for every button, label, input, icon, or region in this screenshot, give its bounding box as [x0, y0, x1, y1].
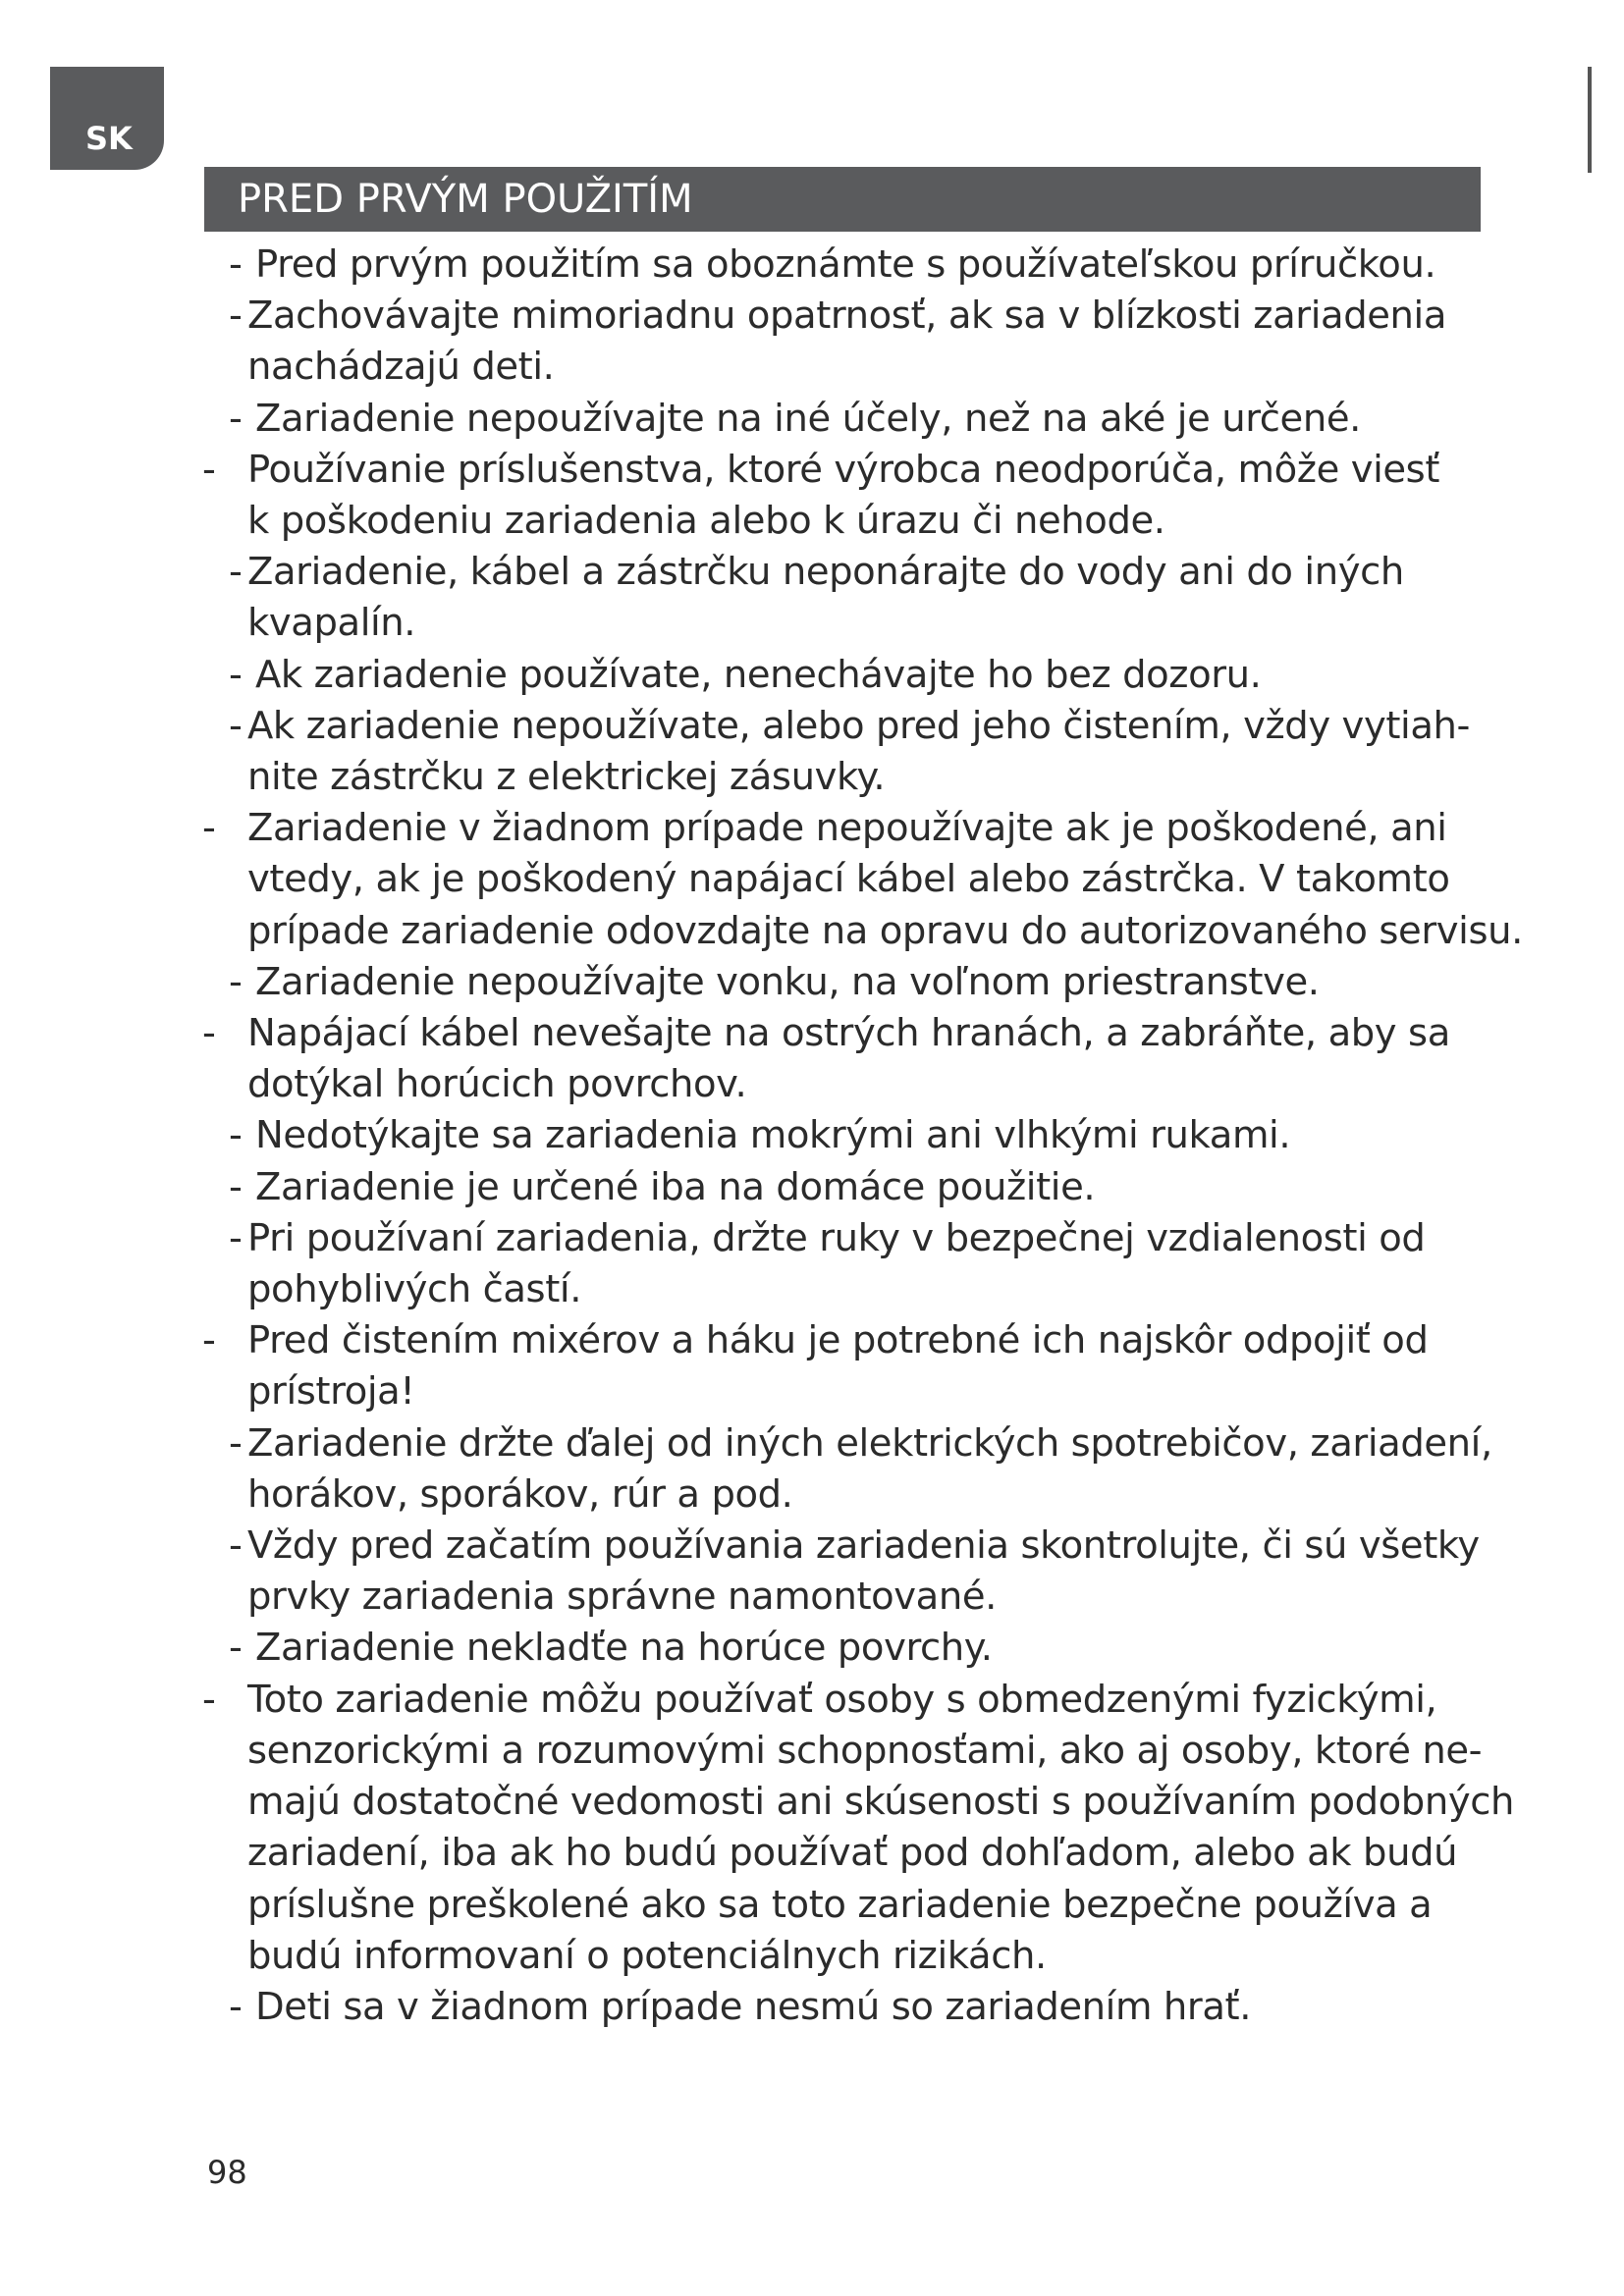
list-dash: - — [229, 1984, 243, 2029]
list-item — [196, 1315, 1532, 1417]
list-dash: - — [229, 294, 243, 339]
list-item — [196, 1418, 1532, 1521]
list-dash: - — [202, 1677, 216, 1722]
list-item-text: Zariadenie nepoužívajte na iné účely, než na aké je určené. — [255, 396, 1361, 441]
list-item — [196, 957, 1532, 1008]
list-dash: - — [202, 1318, 216, 1363]
list-item-text: Zariadenie nekladťe na horúce povrchy. — [255, 1626, 993, 1671]
list-item — [196, 1213, 1532, 1315]
list-item — [196, 1162, 1532, 1213]
list-item-text: Zariadenie nepoužívajte vonku, na voľnom priestranstve. — [255, 959, 1320, 1004]
list-item — [196, 803, 1532, 957]
list-dash: - — [229, 652, 243, 697]
list-item — [196, 445, 1532, 547]
list-dash: - — [229, 1626, 243, 1671]
list-item-text: Pred čistením mixérov a háku je potrebné ich najskôr odpojiť od prístroja! — [247, 1318, 1429, 1415]
list-item — [196, 701, 1532, 803]
language-tab: SK — [50, 67, 164, 170]
list-dash: - — [229, 242, 243, 287]
list-dash: - — [229, 703, 243, 748]
list-dash: - — [229, 396, 243, 441]
list-dash: - — [229, 1164, 243, 1209]
list-item-text: Nedotýkajte sa zariadenia mokrými ani vlhkými rukami. — [255, 1113, 1291, 1158]
list-item-text: Používanie príslušenstva, ktoré výrobca neodporúča, môže viesť k poškodeniu zariadenia alebo k úrazu či nehode. — [247, 447, 1440, 544]
list-item — [196, 1623, 1532, 1674]
list-item-text: Deti sa v žiadnom prípade nesmú so zariadením hrať. — [255, 1984, 1252, 2029]
list-item — [196, 547, 1532, 649]
list-dash: - — [229, 1215, 243, 1260]
list-dash: - — [202, 447, 216, 492]
list-dash: - — [229, 1420, 243, 1466]
list-dash: - — [229, 959, 243, 1004]
list-item-text: Ak zariadenie nepoužívate, alebo pred jeho čistením, vždy vytiah- nite zástrčku z elektrickej zásuvky. — [247, 703, 1471, 800]
page-number: 98 — [207, 2154, 247, 2191]
edge-marker-line — [1588, 67, 1592, 173]
list-item — [196, 1008, 1532, 1110]
section-title: PRED PRVÝM POUŽITÍM — [204, 167, 1481, 232]
list-dash: - — [229, 550, 243, 595]
list-item — [196, 291, 1532, 393]
list-item — [196, 240, 1532, 291]
list-item-text: Napájací kábel nevešajte na ostrých hranách, a zabráňte, aby sa dotýkal horúcich povrchov. — [247, 1011, 1450, 1107]
list-dash: - — [202, 806, 216, 851]
list-item — [196, 1521, 1532, 1623]
list-dash: - — [229, 1113, 243, 1158]
list-item — [196, 1675, 1532, 1982]
list-item-text: Zachovávajte mimoriadnu opatrnosť, ak sa v blízkosti zariadenia nachádzajú deti. — [247, 294, 1447, 390]
list-item-text: Zariadenie, kábel a zástrčku neponárajte do vody ani do iných kvapalín. — [247, 550, 1404, 646]
list-item-text: Ak zariadenie používate, nenechávajte ho bez dozoru. — [255, 652, 1262, 697]
list-item-text: Vždy pred začatím používania zariadenia skontrolujte, či sú všetky prvky zariadenia správne namontované. — [247, 1523, 1480, 1620]
safety-instructions-list — [196, 240, 1532, 2033]
list-item — [196, 1982, 1532, 2033]
list-item — [196, 650, 1532, 701]
list-dash: - — [229, 1523, 243, 1569]
list-item-text: Zariadenie držte ďalej od iných elektrických spotrebičov, zariadení, horákov, sporákov, rúr a pod. — [247, 1420, 1492, 1517]
list-item-text: Pri používaní zariadenia, držte ruky v bezpečnej vzdialenosti od pohyblivých častí. — [247, 1215, 1426, 1312]
list-item-text: Pred prvým použitím sa oboznámte s používateľskou príručkou. — [255, 242, 1436, 287]
list-item-text: Toto zariadenie môžu používať osoby s obmedzenými fyzickými, senzorickými a rozumovými schopnosťami, ako aj osoby, ktoré ne- majú dostatočné vedomosti ani skúsenosti s používaním podobných zariadení, iba ak ho budú používať pod dohľadom, alebo ak budú príslušne preškolené ako sa toto zariadenie bezpečne používa a budú informovaní o potenciálnych rizikách. — [247, 1677, 1515, 1978]
list-dash: - — [202, 1011, 216, 1056]
list-item — [196, 394, 1532, 445]
list-item-text: Zariadenie je určené iba na domáce použitie. — [255, 1164, 1096, 1209]
list-item — [196, 1110, 1532, 1161]
list-item-text: Zariadenie v žiadnom prípade nepoužívajte ak je poškodené, ani vtedy, ak je poškodený napájací kábel alebo zástrčka. V takomto prípade zariadenie odovzdajte na opravu do autorizovaného servisu. — [247, 806, 1523, 953]
